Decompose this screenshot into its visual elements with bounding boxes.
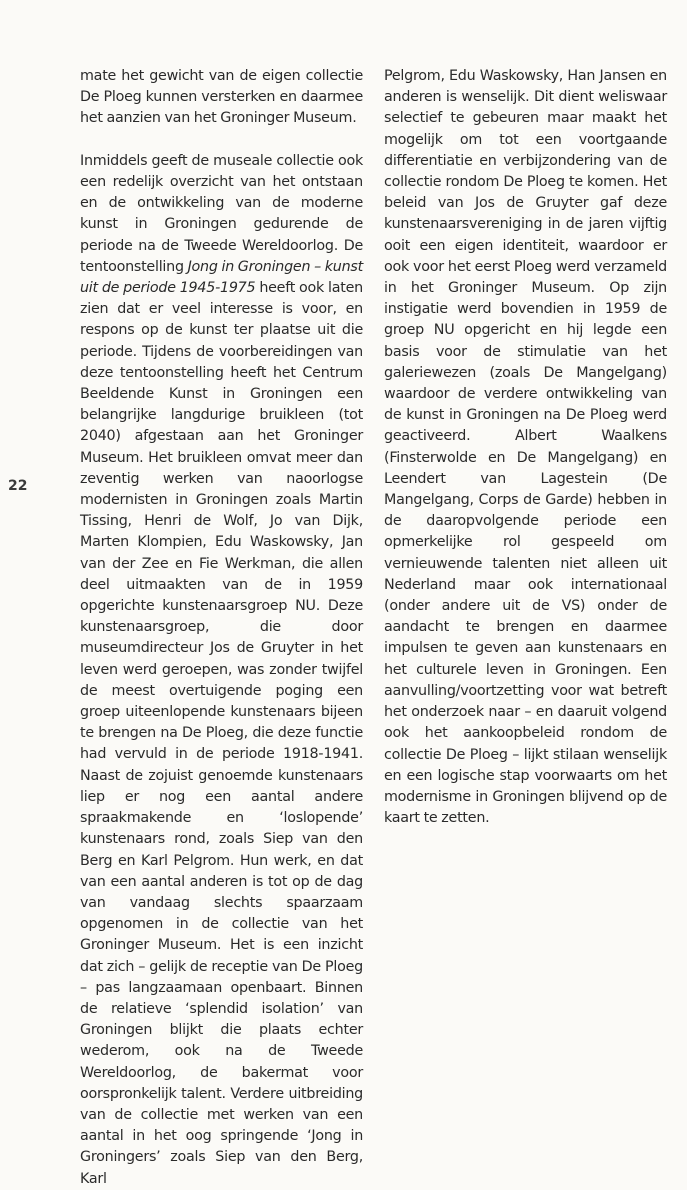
- left-paragraph-2-text-a: Inmiddels geeft de museale collectie ook een redelijk overzicht van het ontstaan en de ontwikkeling van de moderne kunst in Groningen gedurende de periode na de Tweede Wereldoorlog. De tentoonstelling: [80, 152, 363, 275]
- left-column: [80, 66, 363, 1190]
- right-paragraph-1: Pelgrom, Edu Waskowsky, Han Jansen en anderen is wenselijk. Dit dient weliswaar selectief te gebeuren maar maakt het mogelijk om tot een voortgaande differentiatie en verbijzondering van de collectie rondom De Ploeg te komen. Het beleid van Jos de Gruyter gaf deze kunstenaarsvereniging in de jaren vijftig ooit een eigen identiteit, waardoor er ook voor het eerst Ploeg werd verzameld in het Groninger Museum. Op zijn instigatie werd bovendien in 1959 de groep NU opgericht en hij legde een basis voor de stimulatie van het galeriewezen (zoals De Mangelgang) waardoor de verdere ontwikkeling van de kunst in Groningen na De Ploeg werd geactiveerd. Albert Waalkens (Finsterwolde en De Mangelgang) en Leendert van Lagestein (De Mangelgang, Corps de Garde) hebben in de daaropvolgende periode een opmerkelijke rol gespeeld om vernieuwende talenten niet alleen uit Nederland maar ook internationaal (onder andere uit de VS) onder de aandacht te brengen en daarmee impulsen te geven aan kunstenaars en het culturele leven in Groningen. Een aanvulling/voortzetting voor wat betreft het onderzoek naar – en daaruit volgend ook het aankoopbeleid rondom de collectie De Ploeg – lijkt stilaan wenselijk en een logische stap voorwaarts om het modernisme in Groningen blijvend op de kaart te zetten.: [384, 68, 667, 827]
- exhibition-title: Jong in Groningen – kunst uit de periode 1945-1975: [80, 258, 363, 297]
- left-paragraph-2: [80, 151, 363, 1190]
- page-number: 22: [8, 478, 28, 494]
- left-paragraph-2-text-b: heeft ook laten zien dat er veel interesse is voor, en respons op de kunst ter plaatse uit die periode. Tijdens de voorbereidingen van deze tentoonstelling heeft het Centrum Beeldende Kunst in Groningen een belangrijke langdurige bruikleen (tot 2040) afgestaan aan het Groninger Museum. Het bruikleen omvat meer dan zeventig werken van naoorlogse modernisten in Groningen zoals Martin Tissing, Henri de Wolf, Jo van Dijk, Marten Klompien, Edu Waskowsky, Jan van der Zee en Fie Werkman, die allen deel uitmaakten van de in 1959 opgerichte kunstenaarsgroep NU. Deze kunstenaarsgroep, die door museumdirecteur Jos de Gruyter in het leven werd geroepen, was zonder twijfel de meest overtuigende poging een groep uiteenlopende kunstenaars bijeen te brengen na De Ploeg, die deze functie had vervuld in de periode 1918-1941. Naast de zojuist genoemde kunstenaars liep er nog een aantal andere spraakmakende en ‘loslopende’ kunstenaars rond, zoals Siep van den Berg en Karl Pelgrom. Hun werk, en dat van een aantal anderen is tot op de dag van vandaag slechts spaarzaam opgenomen in de collectie van het Groninger Museum. Het is een inzicht dat zich – gelijk de receptie van De Ploeg – pas langzaamaan openbaart. Binnen de relatieve ‘splendid isolation’ van Groningen blijkt die plaats echter wederom, ook na de Tweede Wereldoorlog, de bakermat voor oorspronkelijk talent. Verdere uitbreiding van de collectie met werken van een aantal in het oog springende ‘Jong in Groningers’ zoals Siep van den Berg, Karl: [80, 280, 363, 1187]
- right-column: [384, 66, 667, 829]
- left-paragraph-1: mate het gewicht van de eigen collectie De Ploeg kunnen versterken en daarmee het aanzien van het Groninger Museum.: [80, 68, 363, 127]
